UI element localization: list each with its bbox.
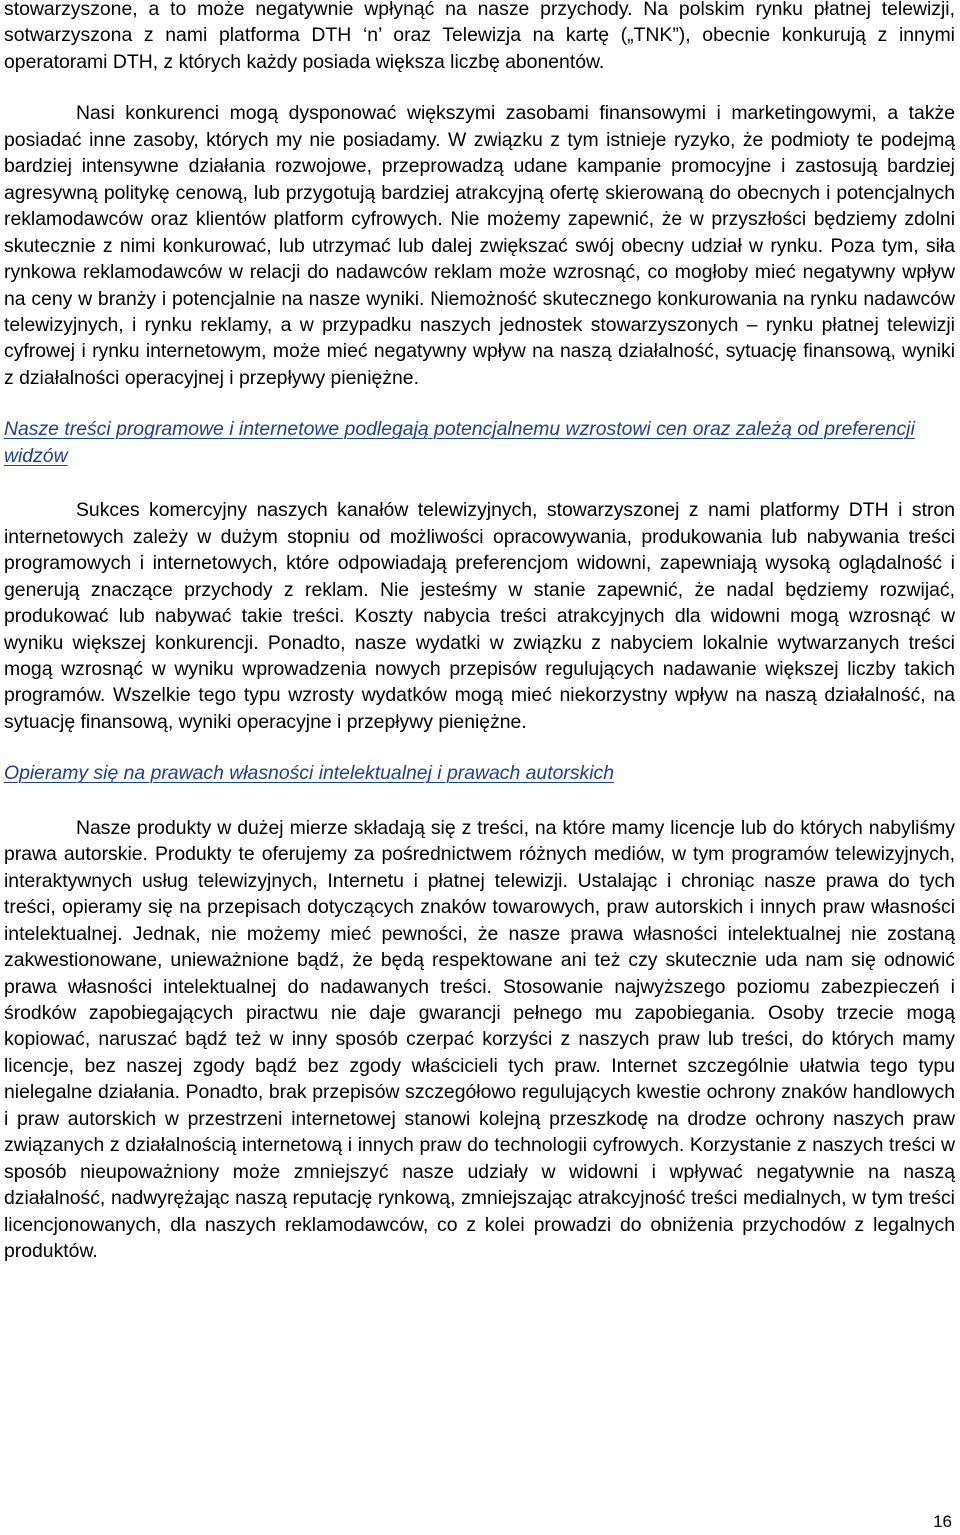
paragraph-content-costs: Sukces komercyjny naszych kanałów telewizyjnych, stowarzyszonej z nami platformy DTH i stron internetowych zależy w dużym stopniu od możliwości opracowywania, produkowania lub nabywania treści programowych i internetowych, które odpowiadają preferencjom widowni, zapewniają wysoką oglądalność i generują znaczące przychody z reklam. Nie jesteśmy w stanie zapewnić, że nadal będziemy rozwijać, produkować lub nabywać takie treści. Koszty nabycia treści atrakcyjnych dla widowni mogą wzrosnąć w wyniku większej konkurencji. Ponadto, nasze wydatki w związku z nabyciem lokalnie wytwarzanych treści mogą wzrosnąć w wyniku wprowadzenia nowych przepisów regulujących nadawanie większej liczby takich programów. Wszelkie tego typu wzrosty wydatków mogą mieć niekorzystny wpływ na naszą działalność, na sytuację finansową, wyniki operacyjne i przepływy pieniężne. — [4, 499, 955, 733]
section-heading-intellectual-property: Opieramy się na prawach własności intelektualnej i prawach autorskich — [4, 762, 615, 785]
paragraph-competitors: Nasi konkurenci mogą dysponować większymi zasobami finansowymi i marketingowymi, a także posiadać inne zasoby, których my nie posiadamy. W związku z tym istnieje ryzyko, że podmioty te podejmą bardziej intensywne działania rozwojowe, przeprowadzą udane kampanie promocyjne i zastosują bardziej agresywną politykę cenową, lub przygotują bardziej atrakcyjną ofertę skierowaną do obecnych i potencjalnych reklamodawców oraz klientów platform cyfrowych. Nie możemy zapewnić, że w przyszłości będziemy zdolni skutecznie z nimi konkurować, lub utrzymać lub dalej zwiększać swój obecny udział w rynku. Poza tym, siła rynkowa reklamodawców w relacji do nadawców reklam może wzrosnąć, co mogłoby mieć negatywny wpływ na ceny w branży i potencjalnie na nasze wyniki. Niemożność skutecznego konkurowania na rynku nadawców telewizyjnych, i rynku reklamy, a w przypadku naszych jednostek stowarzyszonych – rynku płatnej telewizji cyfrowej i rynku internetowym, może mieć negatywny wpływ na naszą działalność, sytuację finansową, wyniki z działalności operacyjnej i przepływy pieniężne. — [4, 102, 955, 389]
section-heading-content-costs: Nasze treści programowe i internetowe podlegają potencjalnemu wzrostowi cen oraz zależą od preferencji widzów — [4, 418, 915, 467]
page-number: 16 — [933, 1512, 952, 1531]
paragraph-intellectual-property: Nasze produkty w dużej mierze składają się z treści, na które mamy licencje lub do których nabyliśmy prawa autorskie. Produkty te oferujemy za pośrednictwem różnych mediów, w tym programów telewizyjnych, interaktywnych usług telewizyjnych, Internetu i płatnej telewizji. Ustalając i chroniąc nasze prawa do tych treści, opieramy się na przepisach dotyczących znaków towarowych, praw autorskich i innych praw własności intelektualnej. Jednak, nie możemy mieć pewności, że nasze prawa własności intelektualnej nie zostaną zakwestionowane, unieważnione bądź, że będą respektowane ani też czy skutecznie uda nam się odnowić prawa własności intelektualnej do nadawanych treści. Stosowanie najwyższego poziomu zabezpieczeń i środków zapobiegających piractwu nie daje gwarancji pełnego mu zapobiegania. Osoby trzecie mogą kopiować, naruszać bądź też w inny sposób czerpać korzyści z naszych praw lub treści, do których mamy licencje, bez naszej zgody bądź bez zgody właścicieli tych praw. Internet szczególnie ułatwia tego typu nielegalne działania. Ponadto, brak przepisów szczegółowo regulujących kwestie ochrony znaków handlowych i praw autorskich w przestrzeni internetowej stanowi kolejną przeszkodę na drodze ochrony naszych praw związanych z działalnością internetową i innych praw do technologii cyfrowych. Korzystanie z naszych treści w sposób nieupoważniony może zmniejszyć nasze udziały w widowni i wpływać negatywnie na naszą działalność, nadwyrężając naszą reputację rynkową, zmniejszając atrakcyjność treści medialnych, w tym treści licencjonowanych, dla naszych reklamodawców, co z kolei prowadzi do obniżenia przychodów z legalnych produktów. — [4, 816, 955, 1263]
document-page — [4, 0, 955, 1264]
paragraph-continuation: stowarzyszone, a to może negatywnie wpłynąć na nasze przychody. Na polskim rynku płatnej telewizji, sotwarzyszona z nami platforma DTH ‘n’ oraz Telewizja na kartę („TNK”), obecnie konkurują z innymi operatorami DTH, z których każdy posiada większa liczbę abonentów. — [4, 0, 955, 73]
